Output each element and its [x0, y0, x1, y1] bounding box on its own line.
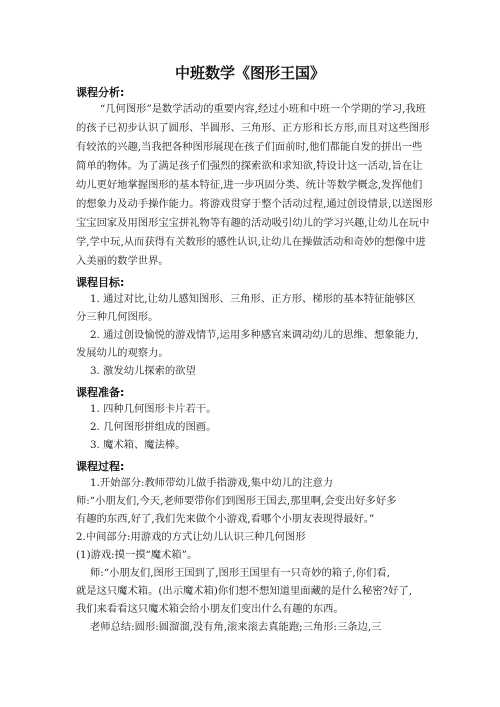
- goal-line: 3. 激发幼儿探索的欲望: [90, 365, 196, 377]
- analysis-line: 有较浓的兴趣,当我把各种图形展现在孩子们面前时,他们都能自发的拼出一些: [76, 141, 423, 153]
- analysis-line: 幼儿更好地掌握图形的基本特征,进一步巩固分类、统计等数学概念,发挥他们: [76, 179, 423, 191]
- analysis-line: 简单的物体。为了满足孩子们强烈的探索欲和求知欲,特设计这一活动,旨在让: [76, 160, 423, 172]
- goal-line: 发展幼儿的观察力。: [76, 347, 169, 359]
- section-heading-process: 课程过程:: [76, 460, 125, 473]
- process-line: 师:“小朋友们,今天,老师要带你们到图形王国去,那里啊,会变出好多好多: [76, 495, 397, 507]
- process-line: 我们来看看这只魔术箱会给小朋友们变出什么有趣的东西。: [76, 603, 344, 615]
- section-heading-analysis: 课程分析:: [76, 86, 125, 99]
- prep-line: 2. 几何图形拼组成的图画。: [90, 421, 217, 433]
- document-title: 中班数学《图形王国》: [174, 64, 325, 82]
- section-heading-goals: 课程目标:: [76, 276, 125, 289]
- process-line: 老师总结:圆形:圆溜溜,没有角,滚来滚去真能跑;三角形:三条边,三: [90, 621, 382, 633]
- analysis-line: 学,学中玩,从而获得有关数形的感性认识,让幼儿在操做活动和奇妙的想像中进: [76, 236, 426, 248]
- process-line: 2.中间部分:用游戏的方式让幼儿认识三种几何图形: [76, 531, 306, 543]
- analysis-line: 入美丽的数学世界。: [76, 255, 169, 267]
- section-heading-prep: 课程准备:: [76, 386, 125, 399]
- process-line: 有趣的东西,好了,我们先来做个小游戏,看哪个小朋友表现得最好。”: [76, 513, 375, 525]
- prep-line: 1. 四种几何图形卡片若干。: [90, 403, 217, 415]
- analysis-line: 的想象力及动手操作能力。将游戏贯穿于整个活动过程,通过创设情景,以送图形: [76, 198, 433, 210]
- analysis-line: 的孩子已初步认识了圆形、半圆形、三角形、正方形和长方形,而且对这些图形: [76, 122, 430, 134]
- process-line: 师:“小朋友们,图形王国到了,图形王国里有一只奇妙的箱子,你们看,: [90, 567, 390, 579]
- process-line: (1)游戏:摸一摸“魔术箱”。: [76, 549, 198, 561]
- goal-line: 2. 通过创设愉悦的游戏情节,运用多种感官来调动幼儿的思维、想象能力,: [90, 329, 419, 341]
- prep-line: 3. 魔术箱、魔法棒。: [90, 439, 186, 451]
- process-line: 就是这只魔术箱。(出示魔术箱)你们想不想知道里面藏的是什么秘密?好了,: [76, 585, 413, 597]
- process-line: 1.开始部分:教师带幼儿做手指游戏,集中幼儿的注意力: [90, 477, 334, 489]
- analysis-line: “几何图形”是数学活动的重要内容,经过小班和中班一个学期的学习,我班: [100, 103, 426, 115]
- goal-line: 1. 通过对比,让幼儿感知图形、三角形、正方形、梯形的基本特征能够区: [90, 293, 416, 305]
- analysis-line: 宝宝回家及用图形宝宝拼礼物等有趣的活动吸引幼儿的学习兴趣,让幼儿在玩中: [76, 217, 430, 229]
- goal-line: 分三种几何图形。: [76, 311, 159, 323]
